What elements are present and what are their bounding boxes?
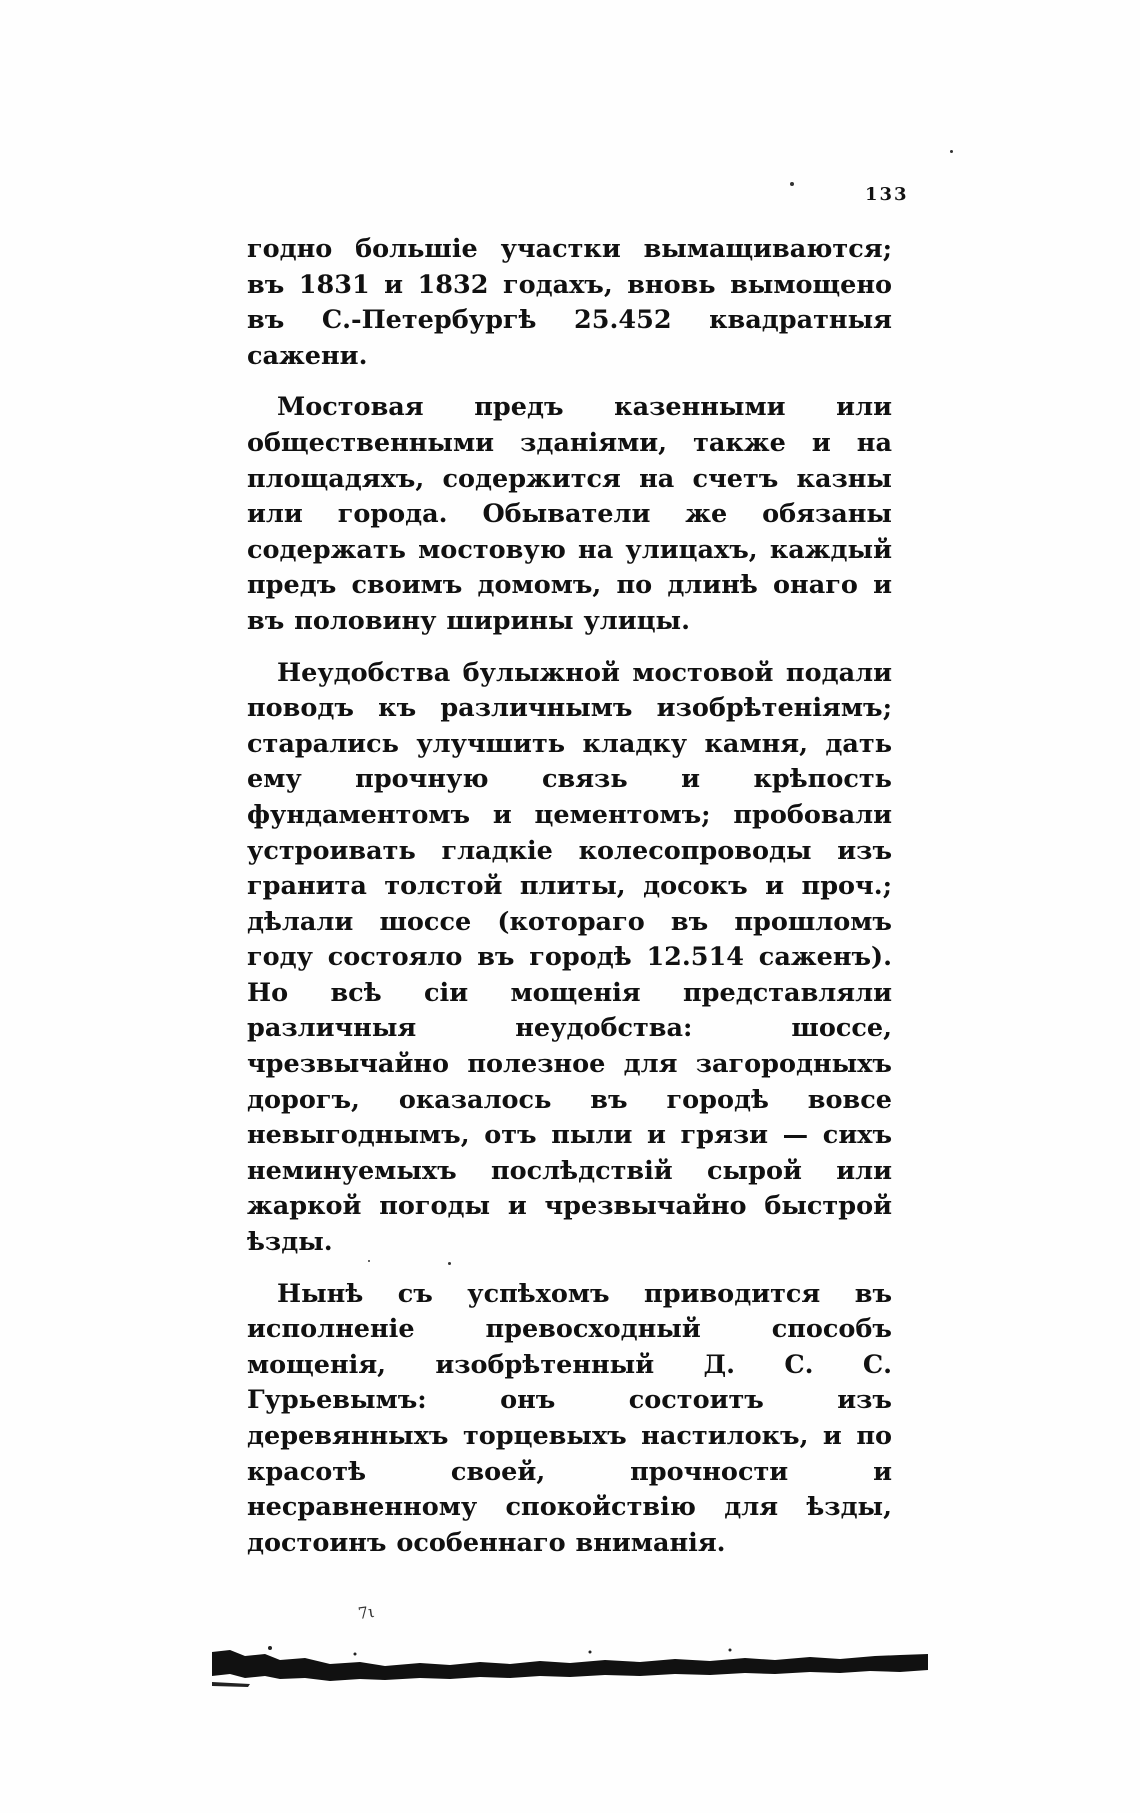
torn-edge-rule <box>210 1632 930 1702</box>
paragraph-1: годно большіе участки вымащиваются; въ 1831 и 1832 годахъ, вновь вымощено въ С.-Петербургѣ 25.452 квадратныя сажени. <box>247 234 892 371</box>
paragraph-2: Мостовая предъ казенными или общественными зданіями, также и на площадяхъ, содержится на счетъ казны или города. Обыватели же обязаны содержать мостовую на улицахъ, каждый предъ своимъ домомъ, по длинѣ онаго и въ половину ширины улицы. <box>247 392 892 636</box>
paragraph-4: Нынѣ съ успѣхомъ приводится въ исполненіе превосходный способъ мощенія, изобрѣтенный Д. С. С. Гурьевымъ: онъ состоитъ изъ деревянныхъ торцевыхъ настилокъ, и по красотѣ своей, прочности и несравненному спокойствію для ѣзды, достоинъ особеннаго вниманія. <box>247 1278 892 1558</box>
ink-speck <box>790 182 794 186</box>
page-number: 133 <box>865 184 909 205</box>
paragraph-3: Неудобства булыжной мостовой подали поводъ къ различнымъ изобрѣтеніямъ; старались улучшить кладку камня, дать ему прочную связь и крѣпость фундаментомъ и цементомъ; пробовали устроивать гладкіе колесопроводы изъ гранита толстой плиты, досокъ и проч.; дѣлали шоссе (котораго въ прошломъ году состояло въ городѣ 12.514 саженъ). Но всѣ сіи мощенія представляли различныя неудобства: шоссе, чрезвычайно полезное для загородныхъ дорогъ, оказалось въ городѣ вовсе невыгоднымъ, отъ пыли и грязи — сихъ неминуемыхъ послѣдствій сырой или жаркой погоды и чрезвычайно быстрой ѣзды. <box>247 657 892 1258</box>
body-text <box>247 232 892 1577</box>
ink-speck <box>950 150 953 153</box>
handwritten-mark: 7ι <box>356 1601 376 1624</box>
